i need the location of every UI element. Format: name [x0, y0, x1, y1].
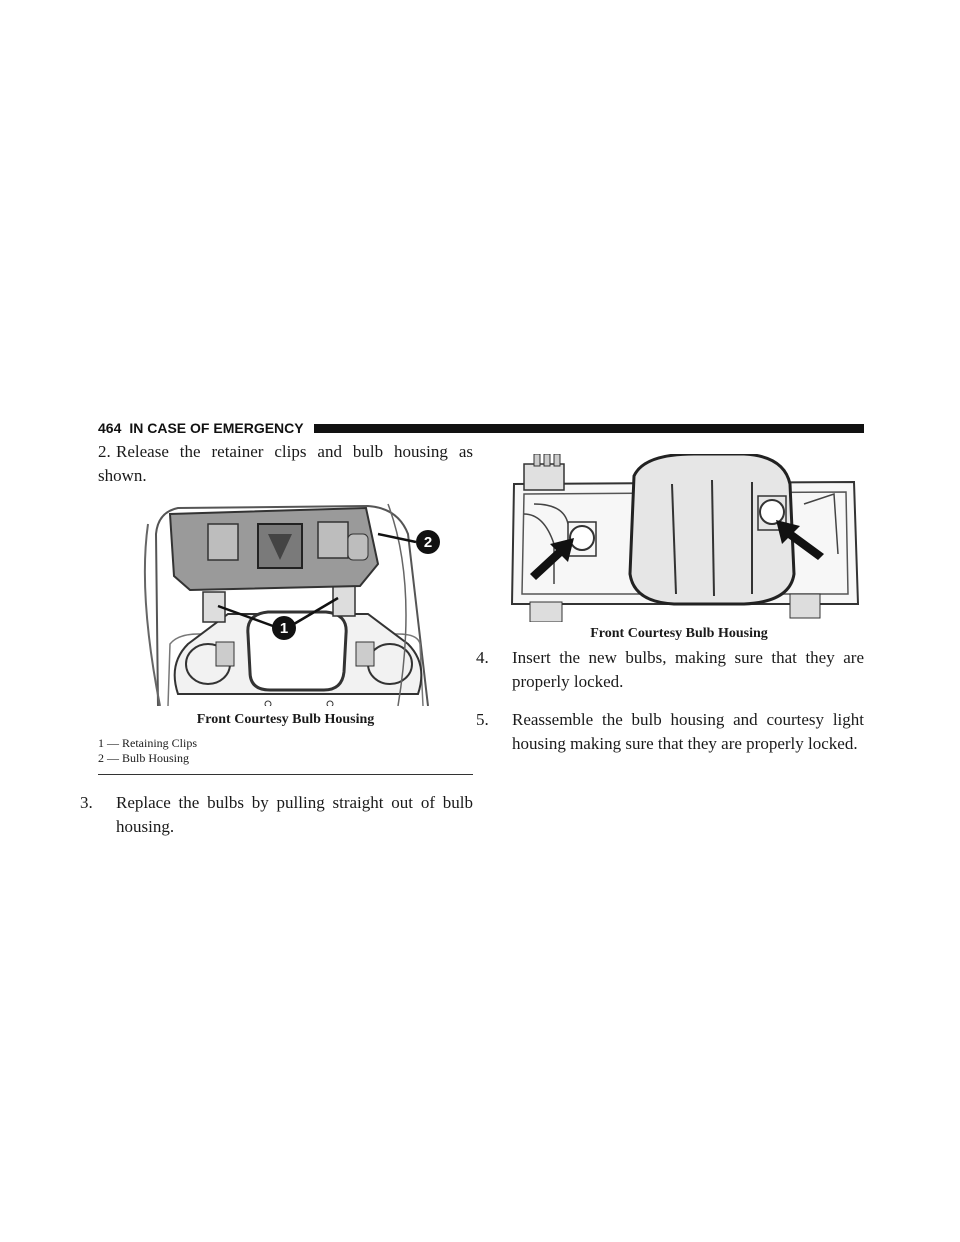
figure-1-caption: Front Courtesy Bulb Housing: [196, 712, 375, 727]
callout-1: 1: [279, 620, 289, 637]
legend-item-1: 1 — Retaining Clips: [98, 736, 197, 750]
figure-2: [494, 454, 864, 642]
bulb-housing-illustration: [98, 494, 473, 706]
header-rule: [314, 424, 864, 433]
figure-1: [98, 494, 473, 775]
page-number: 464: [98, 420, 122, 436]
page-header: [98, 418, 864, 438]
figure-1-rule: [98, 774, 473, 775]
figure-2-caption: Front Courtesy Bulb Housing: [590, 626, 768, 641]
section-title: IN CASE OF EMERGENCY: [129, 420, 304, 436]
step-3: 3. Replace the bulbs by pulling straight out of bulb housing.: [80, 793, 473, 836]
step-4: 4. Insert the new bulbs, making sure that they are properly locked.: [476, 648, 864, 691]
left-column: [80, 440, 473, 839]
right-column: [476, 440, 864, 756]
step-2: 2. Release the retainer clips and bulb housing as shown.: [98, 442, 473, 485]
bulb-replacement-illustration: [494, 454, 864, 622]
legend-item-2: 2 — Bulb Housing: [98, 751, 190, 765]
step-5: 5. Reassemble the bulb housing and courtesy light housing making sure that they are properly locked.: [476, 710, 864, 753]
callout-2: 2: [423, 534, 433, 551]
